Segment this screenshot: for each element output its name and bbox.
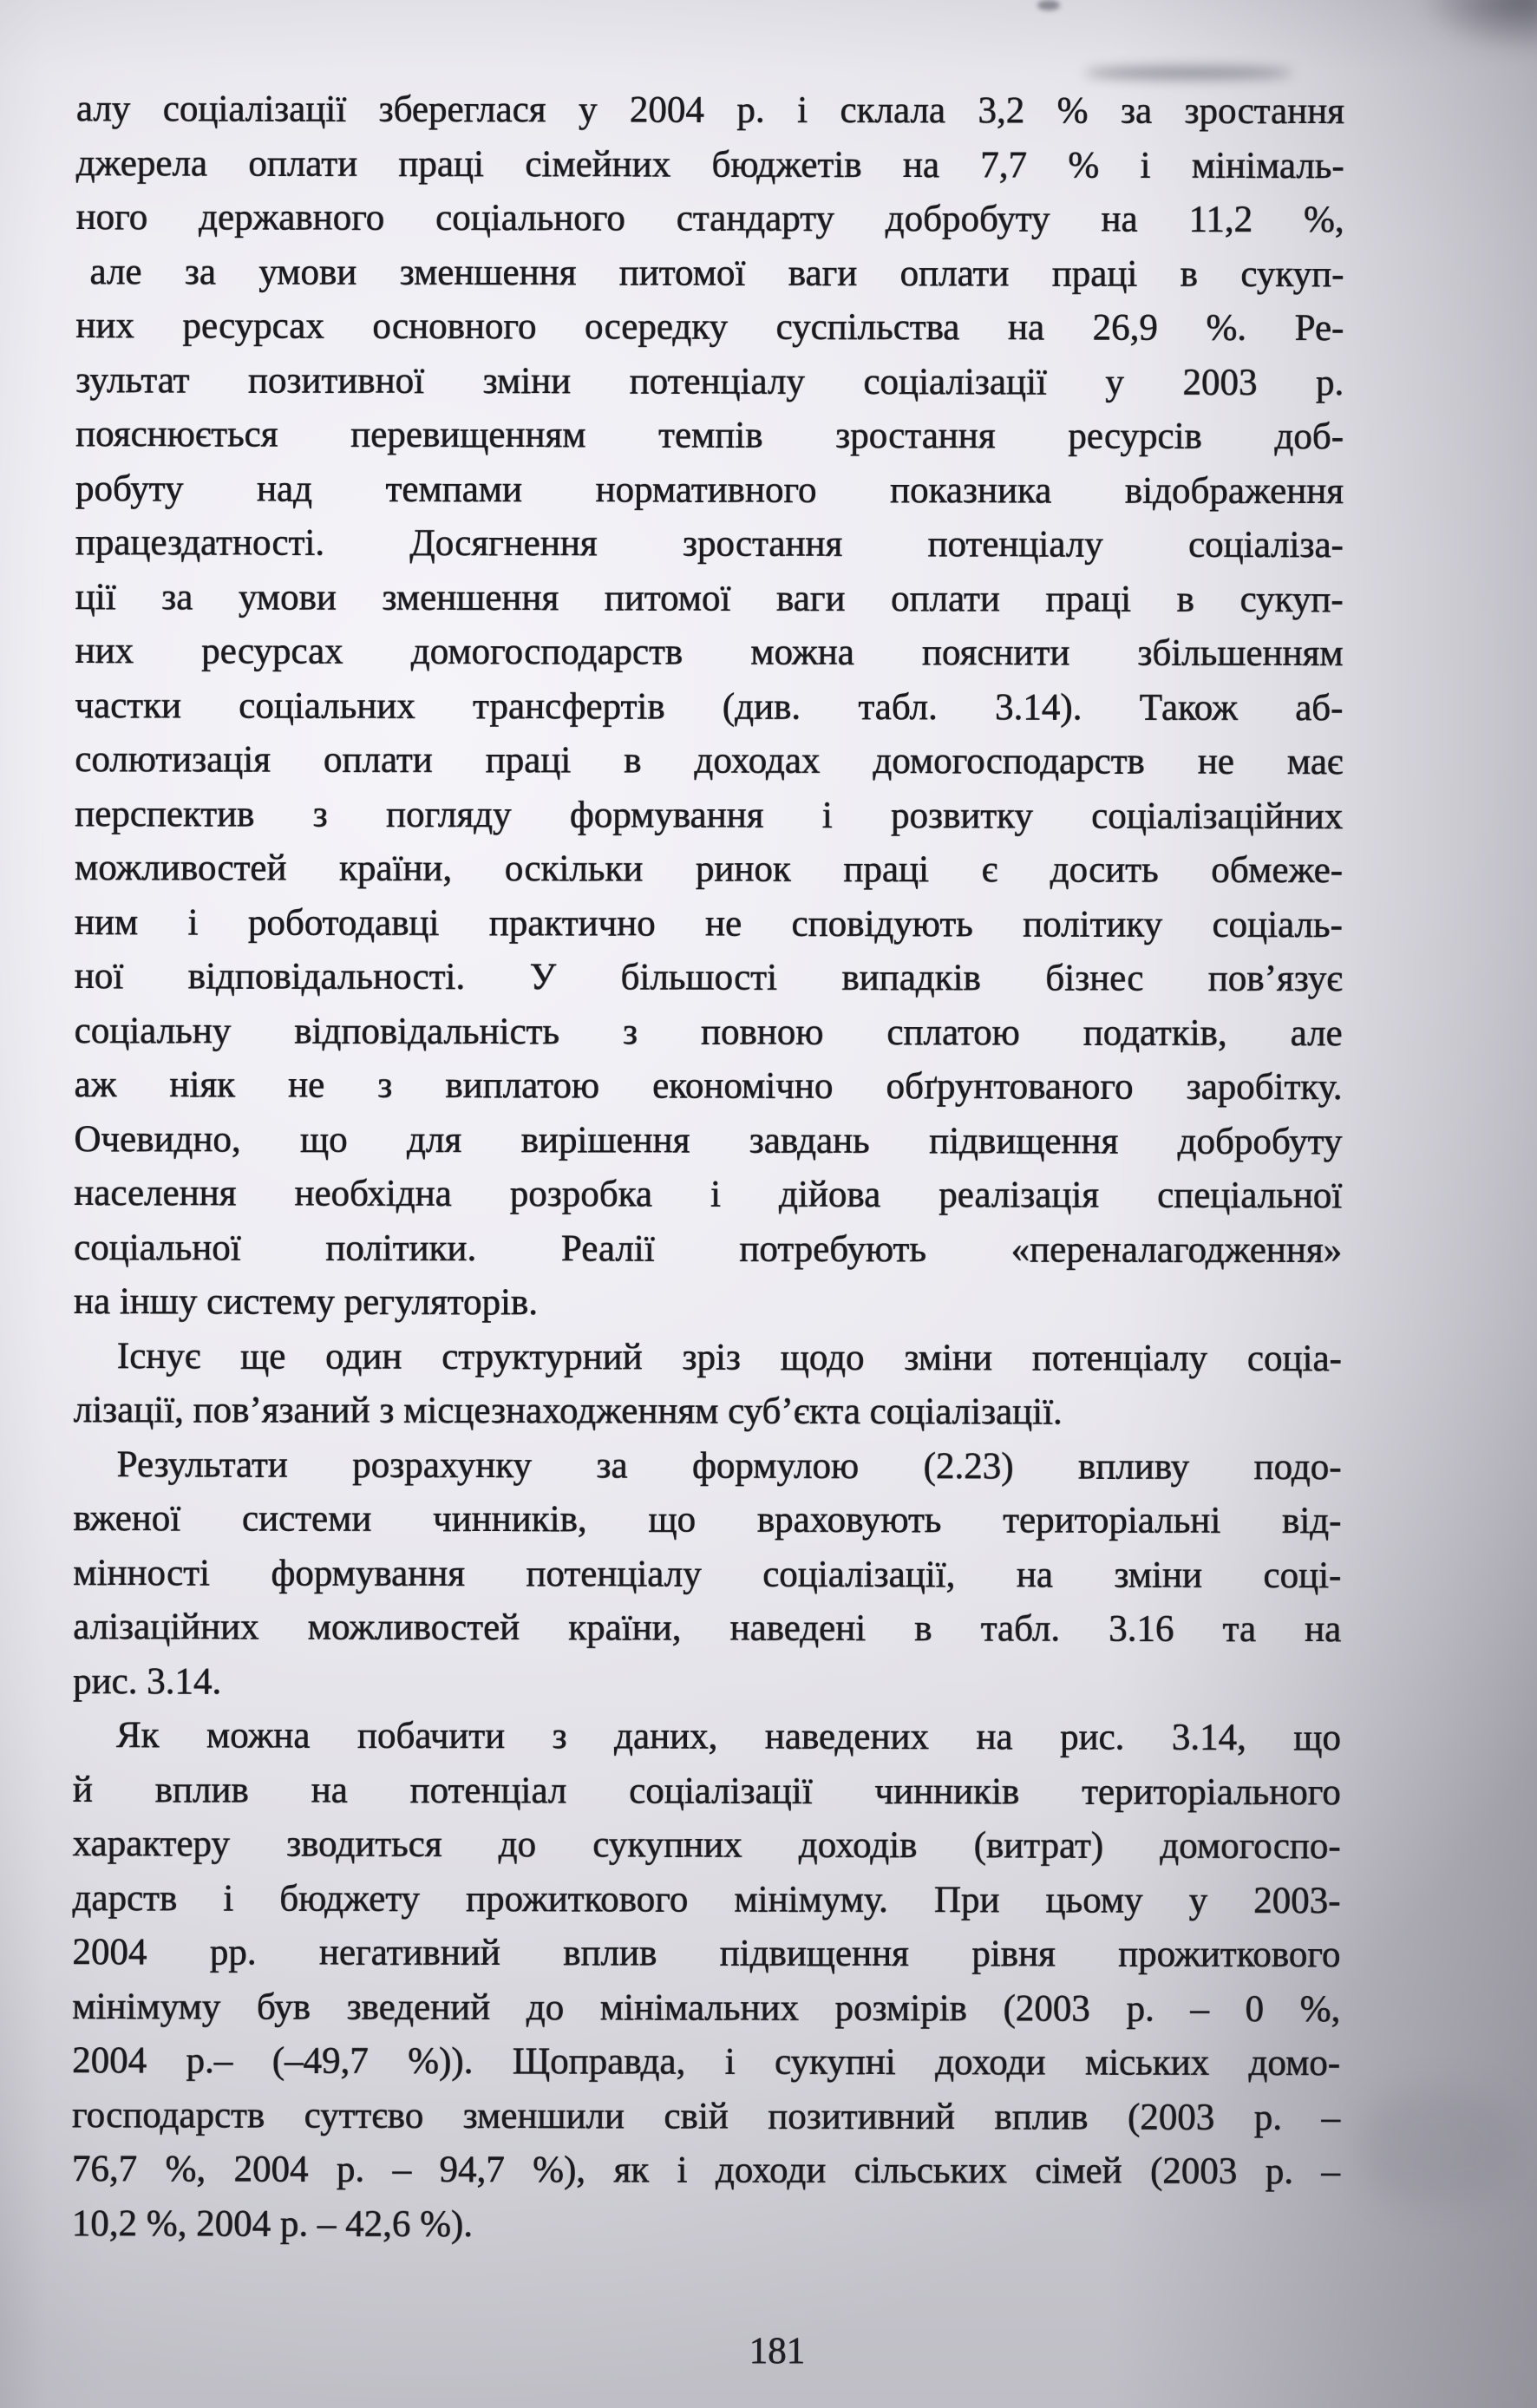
text-line: перспектив з погляду формування і розвитку соціалізаційних — [75, 793, 1344, 837]
text-line: пояснюється перевищенням темпів зростання ресурсів доб- — [75, 413, 1344, 458]
scan-artifact — [1417, 0, 1537, 54]
text-line: 76,7 %, 2004 р. – 94,7 %), як і доходи сільських сімей (2003 р. – — [71, 2148, 1341, 2193]
text-line: Як можна побачити з даних, наведених на рис. 3.14, що — [115, 1715, 1342, 1759]
text-line: Існує ще один структурний зріз щодо зміни потенціалу соціа- — [116, 1335, 1342, 1379]
text-line: характеру зводиться до сукупних доходів (витрат) домогоспо- — [72, 1822, 1341, 1868]
text-line: джерела оплати праці сімейних бюджетів на 7,7 % і мінімаль- — [75, 142, 1344, 186]
text-line: Очевидно, що для вирішення завдань підвищення добробуту — [74, 1118, 1343, 1162]
text-line: дарств і бюджету прожиткового мінімуму. При цьому у 2003- — [72, 1877, 1341, 1921]
text-line: алізаційних можливостей країни, наведені в табл. 3.16 та на — [73, 1606, 1342, 1651]
text-line: рис. 3.14. — [73, 1660, 222, 1702]
text-line: 2004 р.– (–49,7 %)). Щоправда, і сукупні доходи міських домо- — [72, 2039, 1341, 2084]
text-line: на іншу систему регуляторів. — [74, 1280, 539, 1324]
text-line: ним і роботодавці практично не сповідують політику соціаль- — [74, 901, 1344, 946]
text-line: 10,2 %, 2004 р. – 42,6 %). — [71, 2202, 474, 2245]
text-line: них ресурсах домогосподарств можна пояснити збільшенням — [75, 630, 1344, 675]
text-line: Результати розрахунку за формулою (2.23) впливу подо- — [116, 1443, 1342, 1488]
text-line: соціальної політики. Реалії потребують «переналагодження» — [74, 1227, 1343, 1271]
text-line: господарств суттєво зменшили свій позитивний вплив (2003 р. – — [72, 2094, 1341, 2138]
text-line: ного державного соціального стандарту добробуту на 11,2 %, — [75, 196, 1344, 241]
text-line: мінімуму був зведений до мінімальних розмірів (2003 р. – 0 %, — [72, 1986, 1341, 2030]
text-line: й вплив на потенціал соціалізації чинників територіального — [72, 1769, 1341, 1813]
text-line: 2004 рр. негативний вплив підвищення рівня прожиткового — [72, 1931, 1341, 1976]
text-line: працездатності. Досягнення зростання потенціалу соціаліза- — [75, 521, 1344, 566]
text-line: алу соціалізації збереглася у 2004 р. і склала 3,2 % за зростання — [75, 88, 1344, 133]
text-line: частки соціальних трансфертів (див. табл. 3.14). Також аб- — [75, 684, 1344, 729]
text-line: ної відповідальності. У більшості випадків бізнес пов’язує — [74, 955, 1343, 1000]
text-line: робуту над темпами нормативного показника відображення — [75, 468, 1344, 512]
text-line: населення необхідна розробка і дійова реалізація спеціальної — [74, 1172, 1343, 1217]
text-line: соціальну відповідальність з повною сплатою податків, але — [74, 1010, 1343, 1054]
text-line: аж ніяк не з виплатою економічно обґрунтованого заробітку. — [74, 1063, 1343, 1109]
text-line: них ресурсах основного осередку суспільства на 26,9 %. Ре- — [75, 304, 1344, 350]
page-text-block — [72, 82, 1344, 2254]
text-line: лізації, пов’язаний з місцезнаходженням суб’єкта соціалізації. — [73, 1389, 1063, 1433]
text-line: можливостей країни, оскільки ринок праці є досить обмеже- — [75, 847, 1344, 892]
text-line: вженої системи чинників, що враховують територіальні від- — [73, 1497, 1342, 1542]
text-line: ції за умови зменшення питомої ваги оплати праці в сукуп- — [75, 576, 1344, 620]
text-line: солютизація оплати праці в доходах домогосподарств не має — [75, 738, 1344, 783]
scan-artifact — [1084, 66, 1292, 80]
text-line: але за умови зменшення питомої ваги оплати праці в сукуп- — [89, 251, 1344, 295]
text-line: мінності формування потенціалу соціалізації, на зміни соці- — [73, 1552, 1342, 1596]
text-line: зультат позитивної зміни потенціалу соціалізації у 2003 р. — [75, 359, 1344, 403]
page-number: 181 — [749, 2331, 806, 2372]
scan-artifact — [1360, 2091, 1516, 2203]
scan-artifact — [1037, 0, 1060, 10]
